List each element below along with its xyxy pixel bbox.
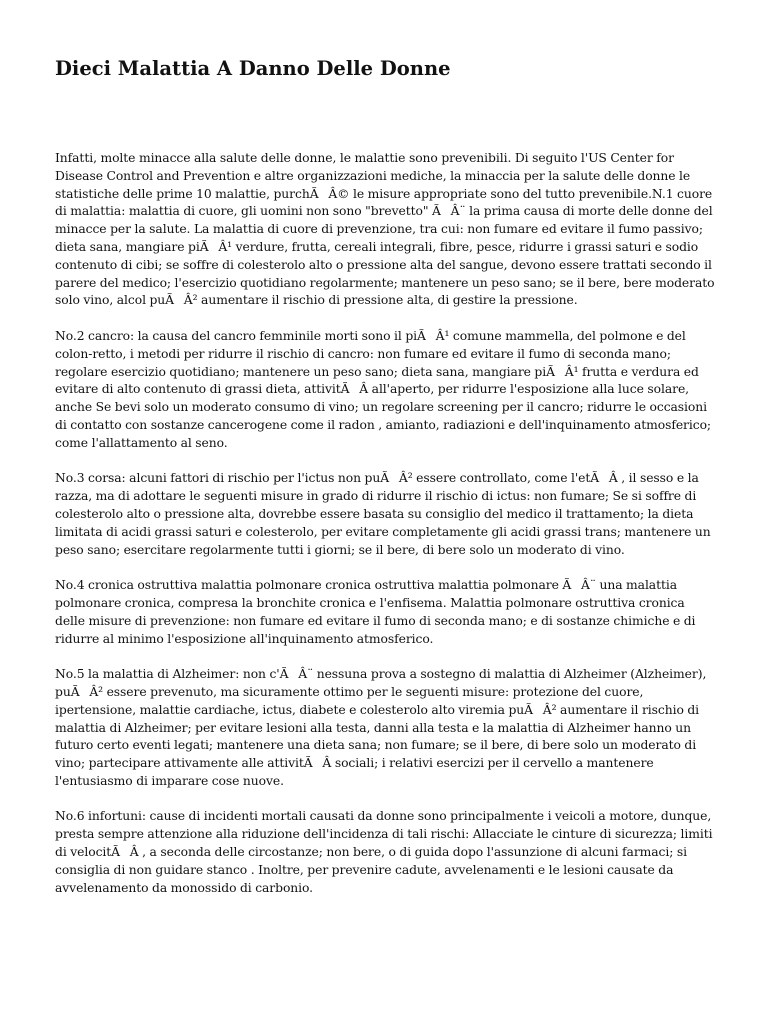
paragraph-stroke: No.3 corsa: alcuni fattori di rischio per l'ictus non puÃÂ² essere controllato, come l'etÃÂ , il sesso e la razza, ma di adottare le seguenti misure in grado di ridurre il rischio di ictus: non fumare; Se si soffre di colesterolo alto o pressione alta, dovrebbe essere basata su consiglio del medico il trattamento; la dieta limitata di acidi grassi saturi e colesterolo, per evitare completamente gli acidi grassi trans; mantenere un peso sano; esercitare regolarmente tutti i giorni; se il bere, di bere solo un moderato di vino.	[55, 471, 711, 557]
paragraph-heart-disease: Infatti, molte minacce alla salute delle donne, le malattie sono prevenibili. Di seguito l'US Center for Disease Control and Prevention e altre organizzazioni mediche, la minaccia per la salute delle donne le statistiche delle prime 10 malattie, purchÃÂ© le misure appropriate sono del tutto prevenibile.N.1 cuore di malattia: malattia di cuore, gli uomini non sono "brevetto" ÃÂ¨ la prima causa di morte delle donne del minacce per la salute. La malattia di cuore di prevenzione, tra cui: non fumare ed evitare il fumo passivo; dieta sana, mangiare piÃÂ¹ verdure, frutta, cereali integrali, fibre, pesce, ridurre i grassi saturi e sodio contenuto di cibi; se soffre di colesterolo alto o pressione alta del sangue, devono essere trattati secondo il parere del medico; l'esercizio quotidiano regolarmente; mantenere un peso sano; se il bere, bere moderato solo vino, alcol puÃÂ² aumentare il rischio di pressione alta, di gestire la pressione.	[55, 151, 715, 308]
paragraph-injuries: No.6 infortuni: cause di incidenti mortali causati da donne sono principalmente i veicoli a motore, dunque, presta sempre attenzione alla riduzione dell'incidenza di tali rischi: Allacciate le cinture di sicurezza; limiti di velocitÃÂ , a seconda delle circostanze; non bere, o di guida dopo l'assunzione di alcuni farmaci; si consiglia di non guidare stanco . Inoltre, per prevenire cadute, avvelenamenti e le lesioni causate da avvelenamento da monossido di carbonio.	[55, 809, 713, 895]
paragraph-cancer: No.2 cancro: la causa del cancro femminile morti sono il piÃÂ¹ comune mammella, del polmone e del colon-retto, i metodi per ridurre il rischio di cancro: non fumare ed evitare il fumo di seconda mano; regolare esercizio quotidiano; mantenere un peso sano; dieta sana, mangiare piÃÂ¹ frutta e verdura ed evitare di alto contenuto di grassi dieta, attivitÃÂ all'aperto, per ridurre l'esposizione alla luce solare, anche Se bevi solo un moderato consumo di vino; un regolare screening per il cancro; ridurre le occasioni di contatto con sostanze cancerogene come il radon , amianto, radiazioni e dell'inquinamento atmosferico; come l'allattamento al seno.	[55, 328, 712, 450]
document-body	[55, 150, 717, 915]
document-title: Dieci Malattia A Danno Delle Donne	[55, 57, 451, 80]
paragraph-alzheimer: No.5 la malattia di Alzheimer: non c'ÃÂ¨ nessuna prova a sostegno di malattia di Alzheimer (Alzheimer), puÃÂ² essere prevenuto, ma sicuramente ottimo per le seguenti misure: protezione del cuore, ipertensione, malattie cardiache, ictus, diabete e colesterolo alto viremia puÃÂ² aumentare il rischio di malattia di Alzheimer; per evitare lesioni alla testa, danni alla testa e la malattia di Alzheimer hanno un futuro certo eventi legati; mantenere una dieta sana; non fumare; se il bere, di bere solo un moderato di vino; partecipare attivamente alle attivitÃÂ sociali; i relativi esercizi per il cervello a mantenere l'entusiasmo di imparare cose nuove.	[55, 667, 707, 788]
paragraph-copd: No.4 cronica ostruttiva malattia polmonare cronica ostruttiva malattia polmonare ÃÂ¨ una malattia polmonare cronica, compresa la bronchite cronica e l'enfisema. Malattia polmonare ostruttiva cronica delle misure di prevenzione: non fumare ed evitare il fumo di seconda mano; e di sostanze chimiche e di ridurre al minimo l'esposizione all'inquinamento atmosferico.	[55, 578, 696, 646]
